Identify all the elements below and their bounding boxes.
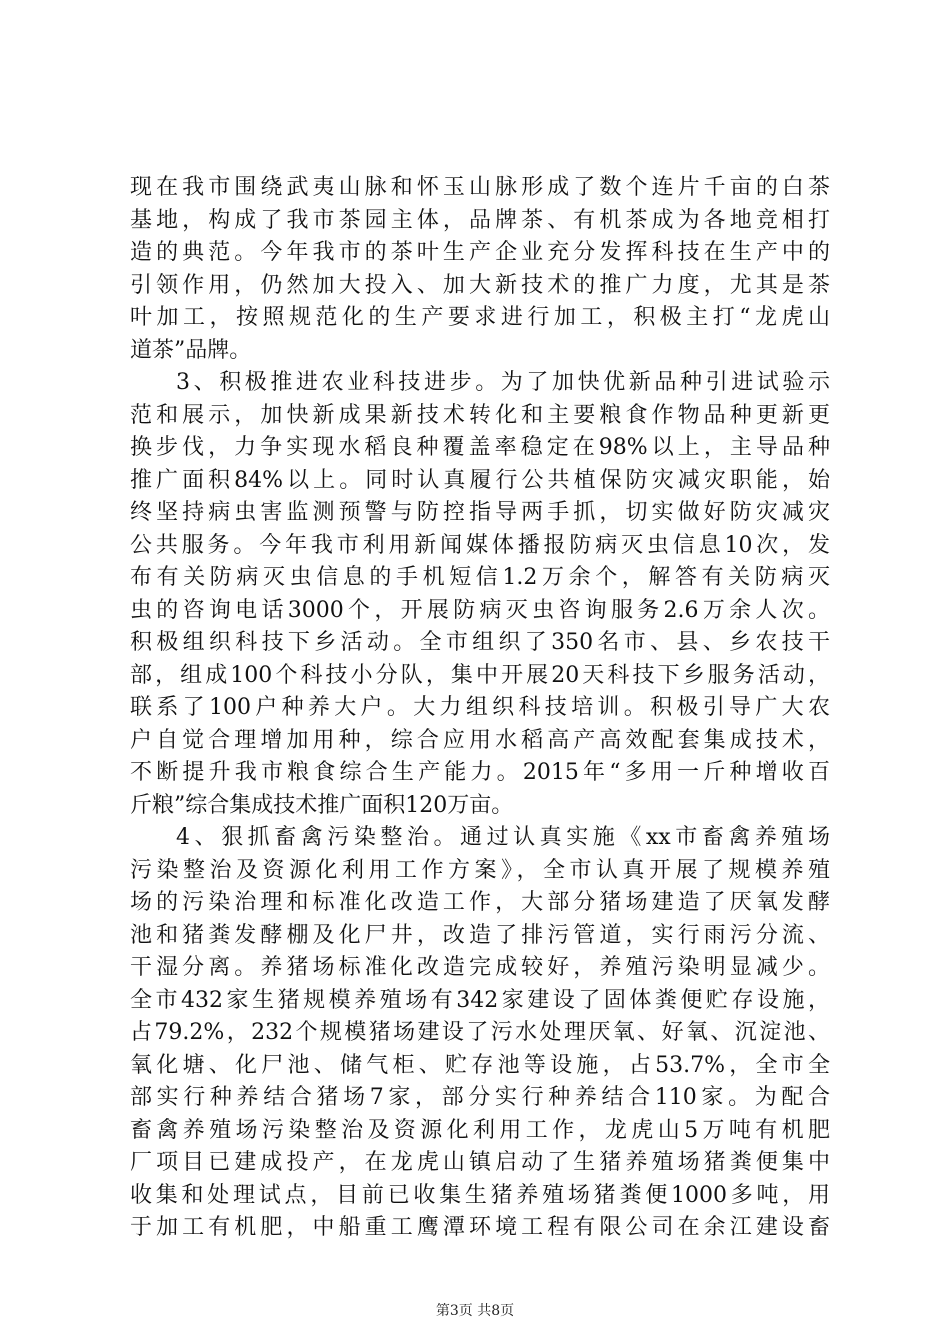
text-line: 基地，构成了我市茶园主体，品牌茶、有机茶成为各地竞相打 <box>130 207 830 233</box>
text-line: 污染整治及资源化利用工作方案》，全市认真开展了规模养殖 <box>130 857 830 883</box>
text-line: 场的污染治理和标准化改造工作，大部分猪场建造了厌氧发酵 <box>130 890 830 915</box>
text-line: 现在我市围绕武夷山脉和怀玉山脉形成了数个连片千亩的白茶 <box>130 175 830 200</box>
text-line: 池和猪粪发酵棚及化尸井，改造了排污管道，实行雨污分流、 <box>130 922 830 948</box>
text-line: 全市432家生猪规模养殖场有342家建设了固体粪便贮存设施， <box>130 987 830 1013</box>
text-line: 于加工有机肥，中船重工鹰潭环境工程有限公司在余江建设畜 <box>130 1215 830 1240</box>
text-line: 叶加工，按照规范化的生产要求进行加工，积极主打“龙虎山 <box>130 305 830 330</box>
text-line: 斤粮”综合集成技术推广面积120万亩。 <box>130 792 514 818</box>
page-number: 第3页 共8页 <box>435 1303 515 1319</box>
document-body <box>130 172 830 1245</box>
text-line: 干湿分离。养猪场标准化改造完成较好，养殖污染明显减少。 <box>130 955 830 980</box>
text-line: 部实行种养结合猪场7家，部分实行种养结合110家。为配合 <box>130 1085 830 1110</box>
paragraph-start-line: 4、狠抓畜禽污染整治。通过认真实施《xx市畜禽养殖场 <box>176 825 830 850</box>
text-line: 换步伐，力争实现水稻良种覆盖率稳定在98%以上，主导品种 <box>130 435 830 460</box>
text-line: 积极组织科技下乡活动。全市组织了350名市、县、乡农技干 <box>130 630 830 655</box>
text-line: 推广面积84%以上。同时认真履行公共植保防灾减灾职能，始 <box>130 467 830 493</box>
text-line: 布有关防病灭虫信息的手机短信1.2万余个，解答有关防病灭 <box>130 565 830 590</box>
text-line: 引领作用，仍然加大投入、加大新技术的推广力度，尤其是茶 <box>130 272 830 298</box>
text-line: 造的典范。今年我市的茶叶生产企业充分发挥科技在生产中的 <box>130 240 830 265</box>
text-line: 不断提升我市粮食综合生产能力。2015年“多用一斤种增收百 <box>130 760 830 785</box>
text-line: 收集和处理试点，目前已收集生猪养殖场猪粪便1000多吨，用 <box>130 1182 830 1208</box>
text-line: 氧化塘、化尸池、储气柜、贮存池等设施，占53.7%，全市全 <box>130 1052 830 1078</box>
text-line: 户自觉合理增加用种，综合应用水稻高产高效配套集成技术， <box>130 727 830 753</box>
text-line: 联系了100户种养大户。大力组织科技培训。积极引导广大农 <box>130 695 830 720</box>
text-line: 畜禽养殖场污染整治及资源化利用工作，龙虎山5万吨有机肥 <box>130 1117 830 1143</box>
text-line: 厂项目已建成投产，在龙虎山镇启动了生猪养殖场猪粪便集中 <box>130 1150 830 1175</box>
text-line: 终坚持病虫害监测预警与防控指导两手抓，切实做好防灾减灾 <box>130 500 830 525</box>
text-line: 公共服务。今年我市利用新闻媒体播报防病灭虫信息10次，发 <box>130 532 830 558</box>
text-line: 部，组成100个科技小分队，集中开展20天科技下乡服务活动， <box>130 662 830 688</box>
paragraph-start-line: 3、积极推进农业科技进步。为了加快优新品种引进试验示 <box>176 370 830 395</box>
text-line: 范和展示，加快新成果新技术转化和主要粮食作物品种更新更 <box>130 402 830 428</box>
text-line: 道茶”品牌。 <box>130 337 252 363</box>
text-line: 占79.2%，232个规模猪场建设了污水处理厌氧、好氧、沉淀池、 <box>130 1020 830 1045</box>
text-line: 虫的咨询电话3000个，开展防病灭虫咨询服务2.6万余人次。 <box>130 597 830 623</box>
